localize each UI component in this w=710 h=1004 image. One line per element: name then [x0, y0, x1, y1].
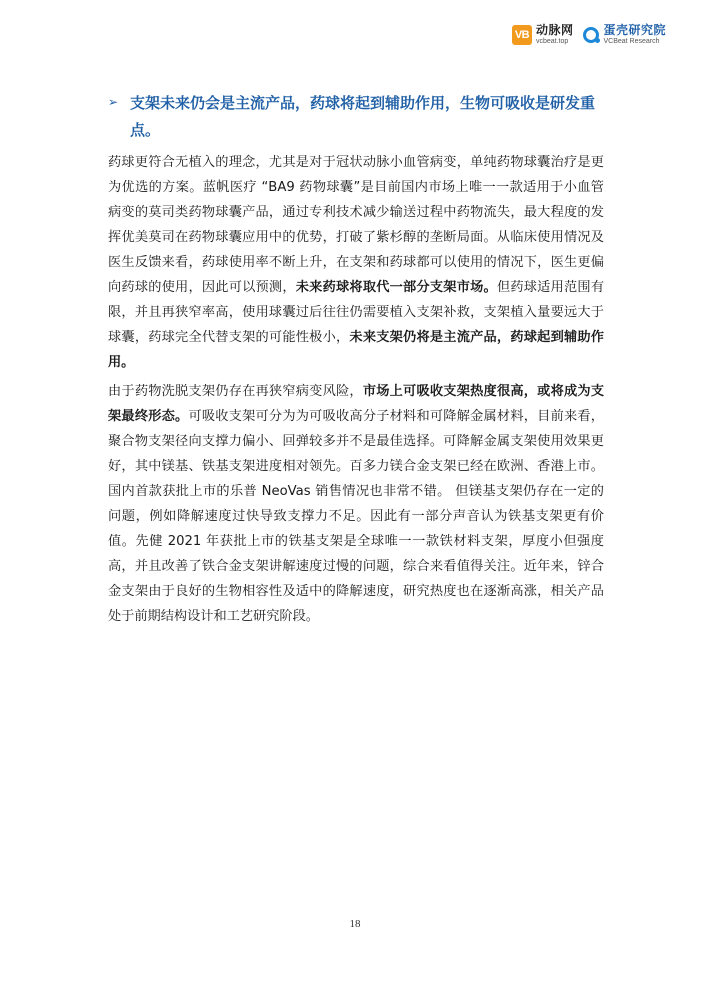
vcbeat-research-logo — [583, 24, 666, 45]
section-heading-text: 支架未来仍会是主流产品，药球将起到辅助作用，生物可吸收是研发重点。 — [130, 94, 596, 139]
paragraph-emphasis: 未来支架仍将是主流产品，药球起到辅助作用。 — [108, 330, 604, 370]
vb-logo-icon: VB — [512, 25, 532, 45]
paragraph-text: 药球更符合无植入的理念，尤其是对于冠状动脉小血管病变，单纯药物球囊治疗是更为优选的方案。蓝帆医疗 “BA9 药物球囊”是目前国内市场上唯一一款适用于小血管病变的莫司类药物球囊产品，通过专利技术减少输送过程中药物流失，最大程度的发挥优美莫司在药物球囊应用中的优势，打破了紫杉醇的垄断局面。从临床使用情况及医生反馈来看，药球使用率不断上升，在支架和药球都可以使用的情况下，医生更偏向药球的使用，因此可以预测， — [108, 155, 604, 295]
egg-shell-logo-icon — [583, 27, 599, 43]
page-header — [512, 24, 666, 45]
paragraph-emphasis: 市场上可吸收支架热度很高，或将成为支架最终形态。 — [108, 384, 605, 424]
brand-research-en: VCBeat Research — [603, 38, 660, 45]
paragraph-text: 由于药物洗脱支架仍存在再狭窄病变风险， — [108, 384, 363, 399]
section-heading — [108, 90, 618, 144]
vcbeat-logo — [512, 24, 574, 45]
paragraph-text: 但药球适用范围有限，并且再狭窄率高，使用球囊过后往往仍需要植入支架补救，支架植入量要远大于球囊，药球完全代替支架的可能性极小， — [108, 280, 605, 345]
page-number: 18 — [349, 918, 361, 930]
brand-vcbeat-cn: 动脉网 — [535, 23, 574, 37]
paragraph-absorbable-stent — [108, 379, 604, 629]
brand-research-cn: 蛋壳研究院 — [603, 23, 666, 37]
paragraph-drug-balloon — [108, 150, 604, 375]
paragraph-text: 可吸收支架可分为为可吸收高分子材料和可降解金属材料，目前来看，聚合物支架径向支撑力偏小、回弹较多并不是最佳选择。可降解金属支架使用效果更好，其中镁基、铁基支架进度相对领先。百多力镁合金支架已经在欧洲、香港上市。国内首款获批上市的乐普 NeoVas 销售情况也非常不错。 但镁基支架仍存在一定的问题，例如降解速度过快导致支撑力不足。因此有一部分声音认为铁基支架更有价值。先健 2021 年获批上市的铁基支架是全球唯一一款铁材料支架，厚度小但强度高，并且改善了铁合金支架讲解速度过慢的问题，综合来看值得关注。近年来，锌合金支架由于良好的生物相容性及适中的降解速度，研究热度也在逐渐高涨，相关产品处于前期结构设计和工艺研究阶段。 — [108, 409, 604, 624]
brand-vcbeat-en: vcbeat.top — [535, 38, 569, 45]
arrow-bullet-icon: ➢ — [108, 95, 119, 109]
paragraph-emphasis: 未来药球将取代一部分支架市场。 — [295, 280, 497, 295]
